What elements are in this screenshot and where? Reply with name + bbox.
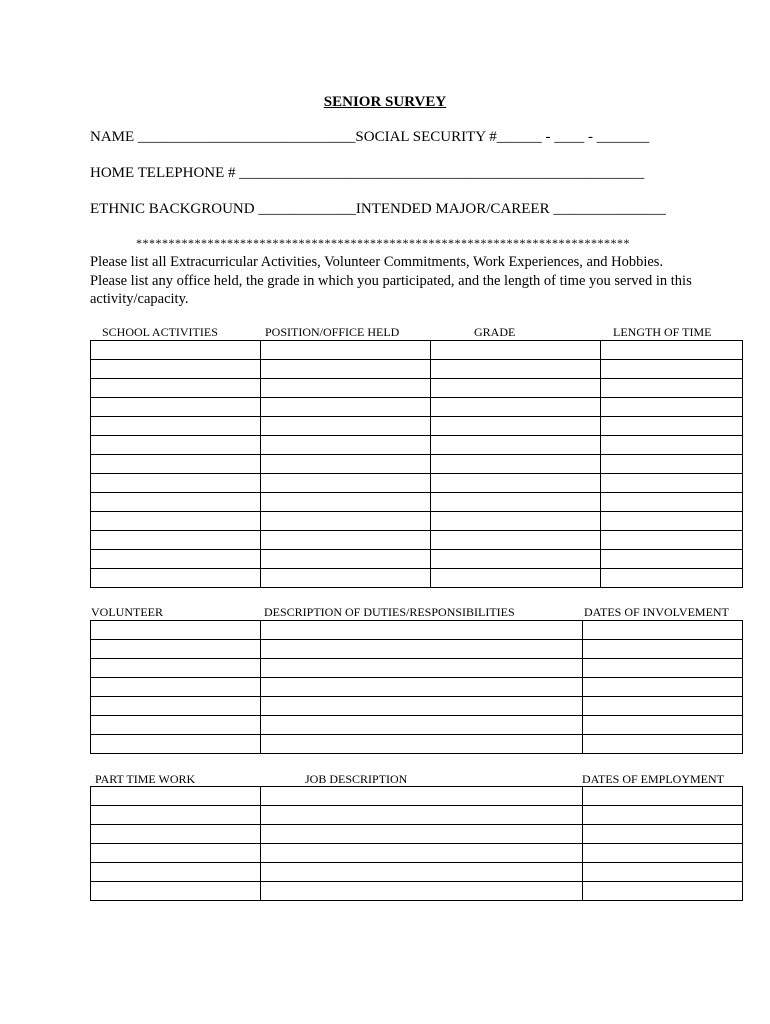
table-row (91, 436, 743, 455)
table-cell[interactable] (91, 360, 261, 379)
header-length-of-time: LENGTH OF TIME (613, 325, 712, 339)
table-row (91, 569, 743, 588)
instruction-line-1: Please list all Extracurricular Activities, Volunteer Commitments, Work Experiences, and Hobbies. (90, 254, 664, 270)
header-volunteer: VOLUNTEER (91, 605, 163, 619)
table-cell[interactable] (91, 678, 261, 697)
table-cell[interactable] (261, 550, 431, 569)
name-ssn-field-line[interactable]: NAME _____________________________SOCIAL SECURITY #______ - ____ - _______ (90, 129, 650, 145)
table-cell[interactable] (583, 640, 743, 659)
separator-line: **************************************************************************** (136, 236, 630, 250)
header-dates-of-involvement: DATES OF INVOLVEMENT (584, 605, 729, 619)
table-cell[interactable] (91, 863, 261, 882)
table-row (91, 640, 743, 659)
table-cell[interactable] (261, 863, 583, 882)
table-row (91, 787, 743, 806)
table-cell[interactable] (601, 417, 743, 436)
header-school-activities: SCHOOL ACTIVITIES (102, 325, 218, 339)
form-title: SENIOR SURVEY (323, 94, 447, 110)
table-cell[interactable] (431, 455, 601, 474)
table-cell[interactable] (431, 398, 601, 417)
table-cell[interactable] (91, 474, 261, 493)
header-description-of-duties: DESCRIPTION OF DUTIES/RESPONSIBILITIES (264, 605, 515, 619)
table-cell[interactable] (91, 436, 261, 455)
table-cell[interactable] (261, 787, 583, 806)
table-row (91, 716, 743, 735)
table-cell[interactable] (261, 436, 431, 455)
table-cell[interactable] (261, 493, 431, 512)
table-cell[interactable] (261, 640, 583, 659)
table-row (91, 531, 743, 550)
table-cell[interactable] (91, 882, 261, 901)
table-cell[interactable] (261, 417, 431, 436)
table-cell[interactable] (583, 844, 743, 863)
table-cell[interactable] (431, 360, 601, 379)
table-cell[interactable] (601, 398, 743, 417)
header-position-office-held: POSITION/OFFICE HELD (265, 325, 400, 339)
table-cell[interactable] (91, 825, 261, 844)
table-cell[interactable] (261, 621, 583, 640)
table-cell[interactable] (261, 398, 431, 417)
table-cell[interactable] (583, 659, 743, 678)
table-cell[interactable] (91, 493, 261, 512)
table-cell[interactable] (261, 735, 583, 754)
table-cell[interactable] (91, 569, 261, 588)
table-cell[interactable] (91, 417, 261, 436)
table-cell[interactable] (583, 621, 743, 640)
table-cell[interactable] (261, 360, 431, 379)
table-row (91, 659, 743, 678)
table-cell[interactable] (91, 455, 261, 474)
table-cell[interactable] (91, 735, 261, 754)
table-cell[interactable] (431, 512, 601, 531)
table-row (91, 678, 743, 697)
table-cell[interactable] (91, 550, 261, 569)
table-cell[interactable] (601, 569, 743, 588)
table-row (91, 735, 743, 754)
table-row (91, 621, 743, 640)
table-cell[interactable] (261, 512, 431, 531)
table-cell[interactable] (261, 531, 431, 550)
table-cell[interactable] (601, 341, 743, 360)
table-cell[interactable] (91, 379, 261, 398)
table-cell[interactable] (261, 716, 583, 735)
table-row (91, 493, 743, 512)
table-cell[interactable] (91, 512, 261, 531)
header-grade: GRADE (474, 325, 516, 339)
table-cell[interactable] (261, 678, 583, 697)
header-job-description: JOB DESCRIPTION (305, 772, 408, 786)
table-cell[interactable] (91, 716, 261, 735)
table-cell[interactable] (601, 360, 743, 379)
table-cell[interactable] (583, 735, 743, 754)
table-cell[interactable] (91, 398, 261, 417)
instruction-line-2: Please list any office held, the grade in which you participated, and the length of time you served in this (90, 273, 692, 289)
table-row (91, 697, 743, 716)
table-row (91, 825, 743, 844)
header-dates-of-employment: DATES OF EMPLOYMENT (582, 772, 725, 786)
instruction-line-3: activity/capacity. (90, 291, 189, 307)
table-cell[interactable] (91, 697, 261, 716)
table-row (91, 341, 743, 360)
table-cell[interactable] (261, 659, 583, 678)
table-row (91, 398, 743, 417)
table-cell[interactable] (431, 531, 601, 550)
table-cell[interactable] (583, 825, 743, 844)
table-cell[interactable] (431, 569, 601, 588)
table-cell[interactable] (583, 716, 743, 735)
table-cell[interactable] (91, 844, 261, 863)
table-cell[interactable] (431, 474, 601, 493)
table-row (91, 550, 743, 569)
table-cell[interactable] (91, 531, 261, 550)
table-cell[interactable] (91, 787, 261, 806)
table-row (91, 417, 743, 436)
table-cell[interactable] (261, 569, 431, 588)
table-cell[interactable] (431, 436, 601, 455)
table-cell[interactable] (261, 697, 583, 716)
table-cell[interactable] (261, 882, 583, 901)
table-cell[interactable] (431, 417, 601, 436)
table-cell[interactable] (431, 493, 601, 512)
table-cell[interactable] (91, 806, 261, 825)
table-cell[interactable] (91, 621, 261, 640)
table-cell[interactable] (601, 512, 743, 531)
table-cell[interactable] (431, 341, 601, 360)
home-telephone-field-line[interactable]: HOME TELEPHONE # ______________________________________________________ (90, 165, 645, 181)
table-cell[interactable] (583, 882, 743, 901)
table-cell[interactable] (431, 379, 601, 398)
table-cell[interactable] (431, 550, 601, 569)
header-part-time-work: PART TIME WORK (95, 772, 196, 786)
table-cell[interactable] (261, 455, 431, 474)
volunteer-table (90, 620, 743, 754)
table-cell[interactable] (601, 474, 743, 493)
table-cell[interactable] (91, 341, 261, 360)
table-cell[interactable] (601, 531, 743, 550)
table-row (91, 882, 743, 901)
table-cell[interactable] (261, 825, 583, 844)
table-cell[interactable] (583, 806, 743, 825)
table-cell[interactable] (91, 640, 261, 659)
table-cell[interactable] (261, 474, 431, 493)
part-time-work-table (90, 786, 743, 901)
table-cell[interactable] (601, 493, 743, 512)
table-row (91, 360, 743, 379)
table-cell[interactable] (91, 659, 261, 678)
table-cell[interactable] (261, 806, 583, 825)
table-row (91, 863, 743, 882)
table-cell[interactable] (583, 697, 743, 716)
table-cell[interactable] (601, 379, 743, 398)
table-row (91, 512, 743, 531)
table-cell[interactable] (601, 550, 743, 569)
table-row (91, 379, 743, 398)
table-cell[interactable] (583, 787, 743, 806)
table-cell[interactable] (601, 455, 743, 474)
table-row (91, 474, 743, 493)
school-activities-table (90, 340, 743, 588)
table-row (91, 844, 743, 863)
table-cell[interactable] (583, 863, 743, 882)
table-cell[interactable] (601, 436, 743, 455)
table-cell[interactable] (261, 379, 431, 398)
table-row (91, 455, 743, 474)
table-cell[interactable] (261, 341, 431, 360)
table-row (91, 806, 743, 825)
ethnic-major-field-line[interactable]: ETHNIC BACKGROUND _____________INTENDED MAJOR/CAREER _______________ (90, 201, 666, 217)
table-cell[interactable] (261, 844, 583, 863)
table-cell[interactable] (583, 678, 743, 697)
